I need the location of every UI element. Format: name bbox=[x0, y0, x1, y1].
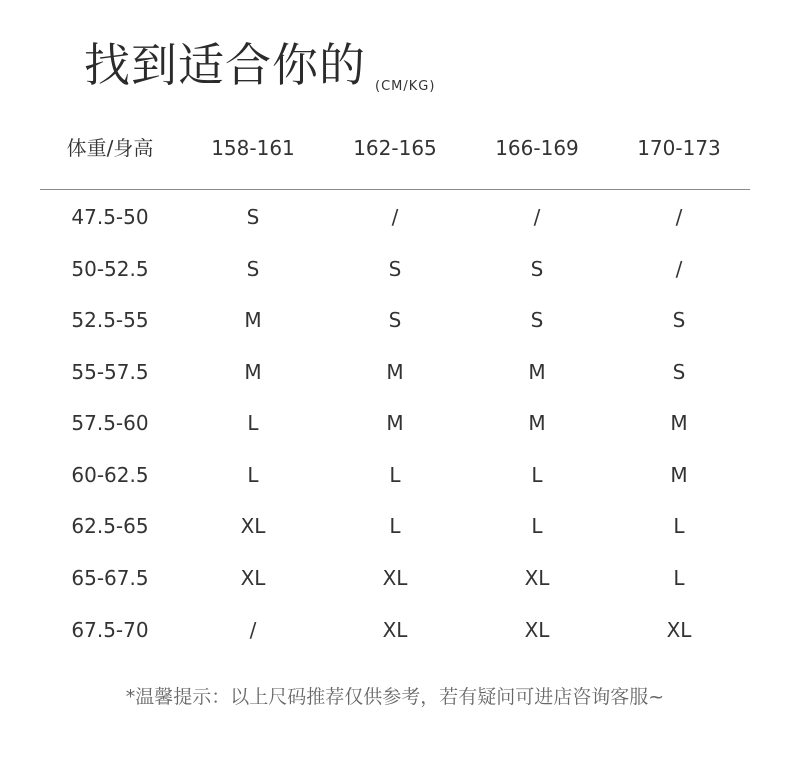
size-cell: XL bbox=[382, 566, 408, 590]
table-row bbox=[40, 615, 750, 645]
size-cell: L bbox=[247, 411, 259, 435]
size-cell: XL bbox=[382, 618, 408, 642]
header-height-col: 158-161 bbox=[211, 136, 295, 160]
size-cell: S bbox=[246, 205, 260, 229]
unit-label: (CM/KG) bbox=[375, 79, 436, 94]
table-header-row bbox=[40, 133, 750, 163]
header-height-col: 170-173 bbox=[637, 136, 721, 160]
size-cell: S bbox=[530, 257, 544, 281]
size-cell: M bbox=[386, 411, 404, 435]
weight-cell: 62.5-65 bbox=[71, 514, 149, 538]
tip-note: *温馨提示：以上尺码推荐仅供参考，若有疑问可进店咨询客服~ bbox=[125, 686, 665, 708]
table-row bbox=[40, 460, 750, 490]
header-row-label: 体重/身高 bbox=[66, 136, 154, 160]
size-cell: L bbox=[531, 463, 543, 487]
size-cell: S bbox=[672, 308, 686, 332]
size-cell: M bbox=[386, 360, 404, 384]
size-cell: S bbox=[388, 257, 402, 281]
header-height-col: 162-165 bbox=[353, 136, 437, 160]
table-row bbox=[40, 254, 750, 284]
weight-cell: 50-52.5 bbox=[71, 257, 149, 281]
size-cell: XL bbox=[240, 566, 266, 590]
size-cell: M bbox=[244, 360, 262, 384]
size-cell: / bbox=[391, 205, 399, 229]
size-cell: L bbox=[247, 463, 259, 487]
size-cell: L bbox=[389, 514, 401, 538]
page-title: 找到适合你的 bbox=[84, 38, 366, 92]
size-cell: / bbox=[675, 205, 683, 229]
size-cell: XL bbox=[666, 618, 692, 642]
size-cell: XL bbox=[524, 618, 550, 642]
table-row bbox=[40, 305, 750, 335]
size-cell: L bbox=[673, 566, 685, 590]
weight-cell: 47.5-50 bbox=[71, 205, 149, 229]
size-cell: S bbox=[388, 308, 402, 332]
size-cell: / bbox=[675, 257, 683, 281]
size-cell: S bbox=[530, 308, 544, 332]
weight-cell: 65-67.5 bbox=[71, 566, 149, 590]
size-cell: M bbox=[670, 463, 688, 487]
weight-cell: 60-62.5 bbox=[71, 463, 149, 487]
weight-cell: 55-57.5 bbox=[71, 360, 149, 384]
size-cell: M bbox=[670, 411, 688, 435]
header-divider bbox=[40, 189, 750, 190]
size-cell: XL bbox=[240, 514, 266, 538]
size-cell: M bbox=[528, 411, 546, 435]
table-row bbox=[40, 563, 750, 593]
size-cell: L bbox=[531, 514, 543, 538]
size-cell: / bbox=[249, 618, 257, 642]
size-cell: / bbox=[533, 205, 541, 229]
table-row bbox=[40, 408, 750, 438]
size-cell: XL bbox=[524, 566, 550, 590]
size-cell: S bbox=[672, 360, 686, 384]
weight-cell: 52.5-55 bbox=[71, 308, 149, 332]
header-height-col: 166-169 bbox=[495, 136, 579, 160]
weight-cell: 57.5-60 bbox=[71, 411, 149, 435]
size-cell: L bbox=[673, 514, 685, 538]
table-row bbox=[40, 202, 750, 232]
size-cell: M bbox=[244, 308, 262, 332]
size-cell: M bbox=[528, 360, 546, 384]
weight-cell: 67.5-70 bbox=[71, 618, 149, 642]
table-row bbox=[40, 511, 750, 541]
table-row bbox=[40, 357, 750, 387]
size-cell: L bbox=[389, 463, 401, 487]
size-cell: S bbox=[246, 257, 260, 281]
